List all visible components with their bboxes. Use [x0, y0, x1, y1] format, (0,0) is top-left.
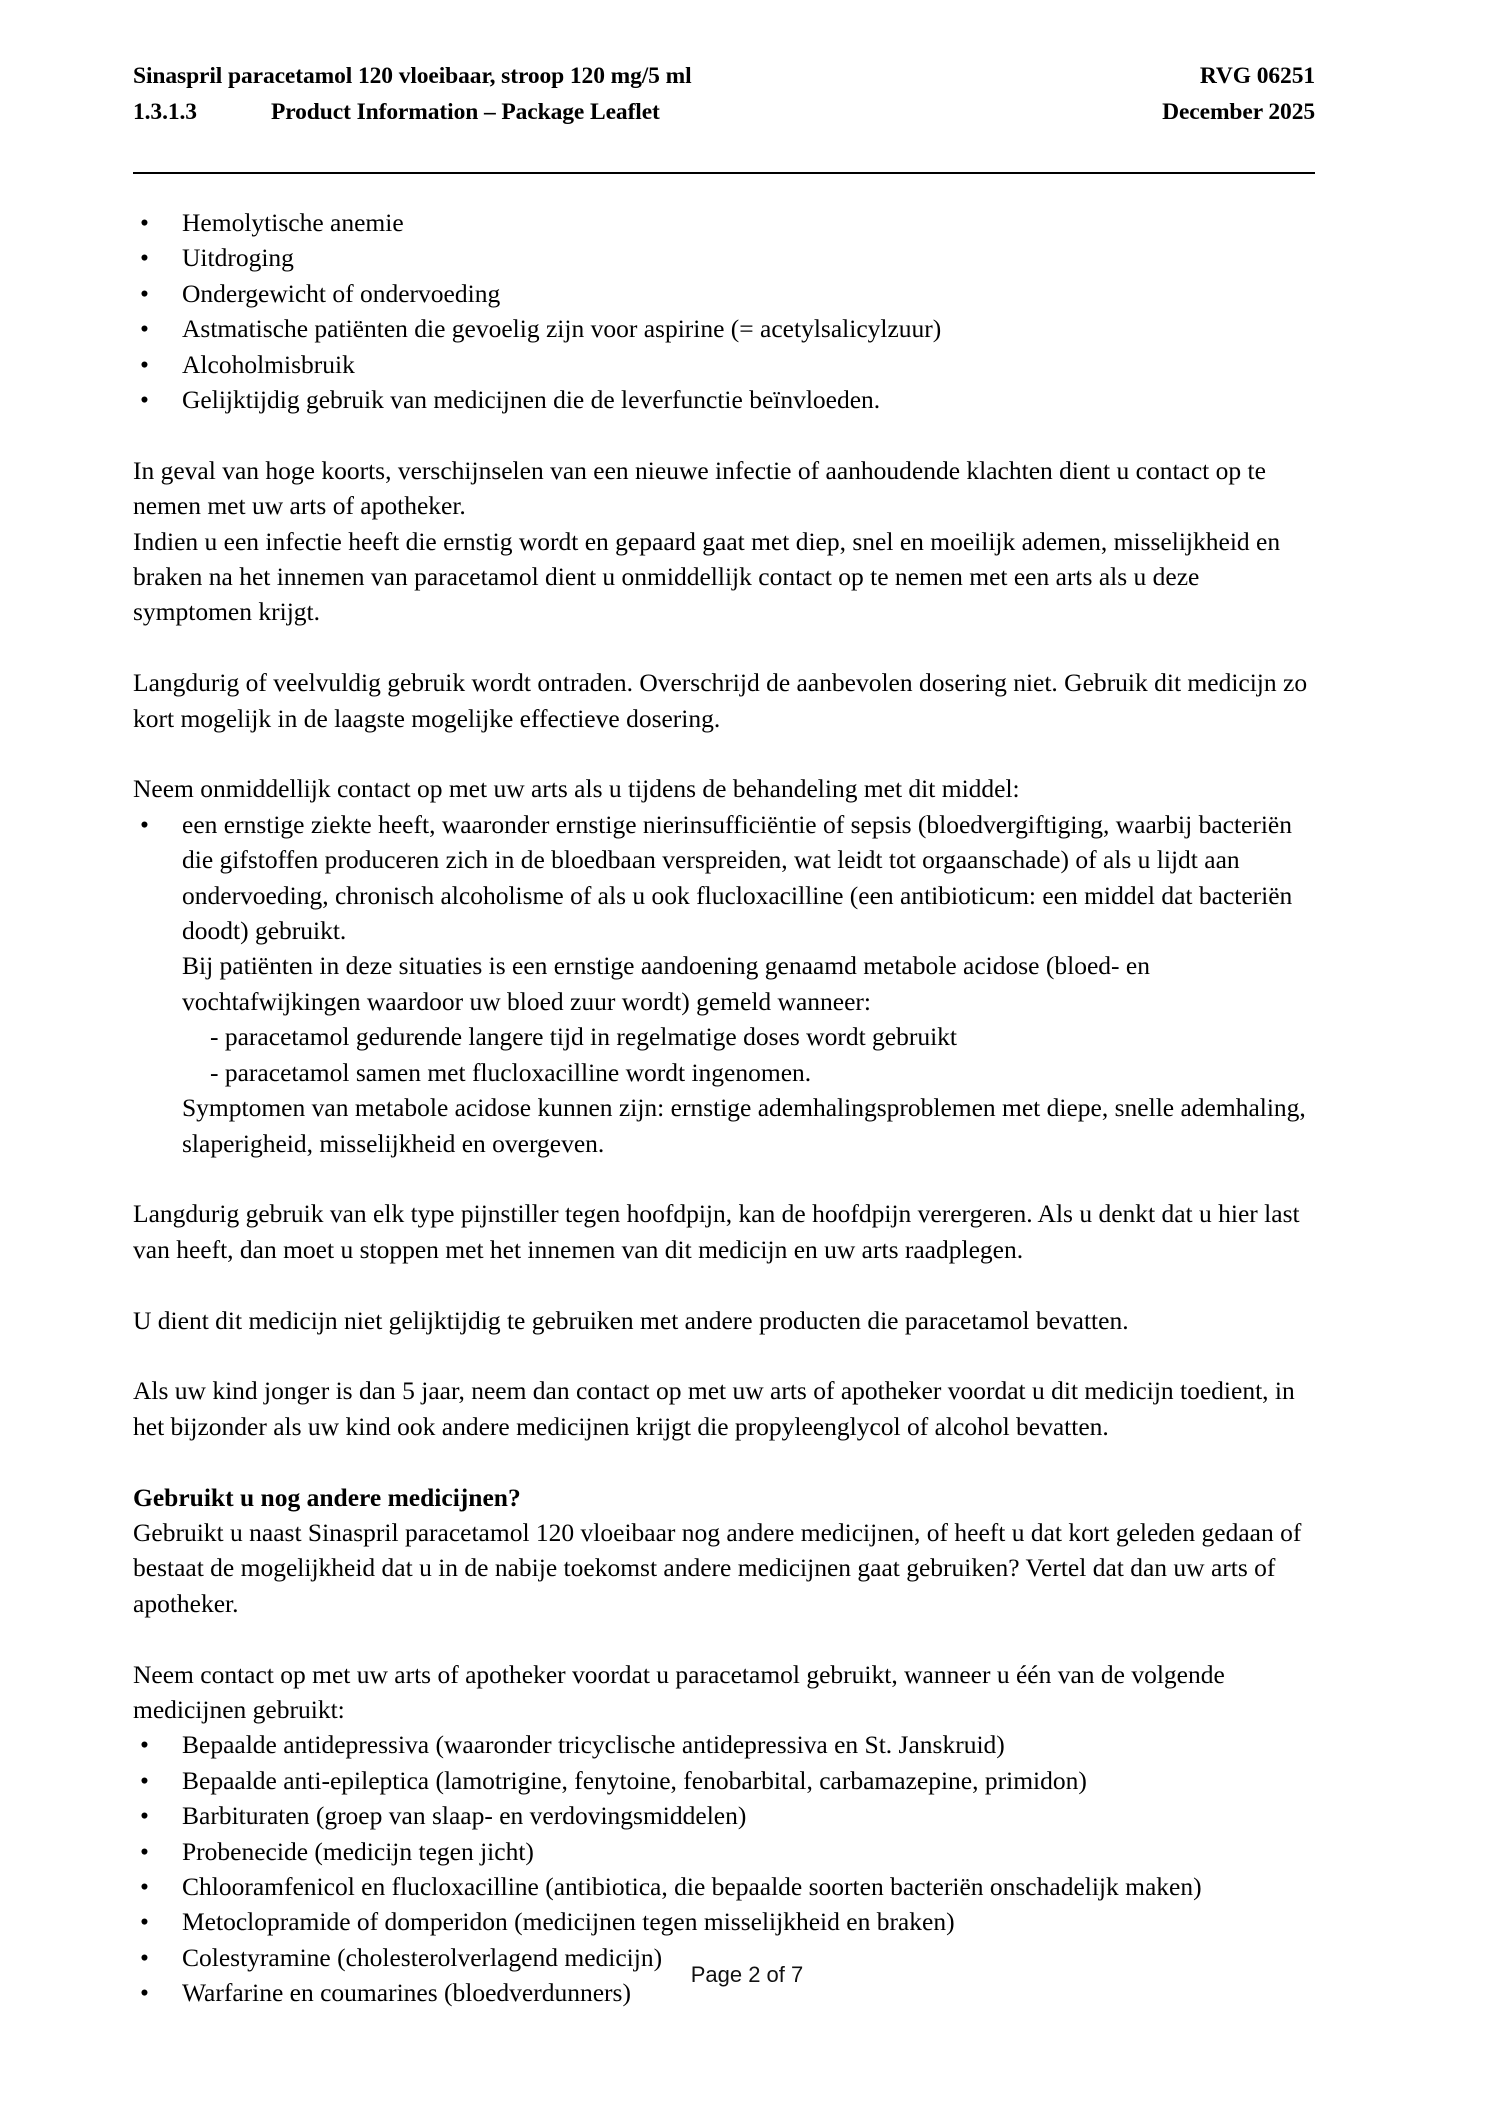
paragraph-child-under-five: Als uw kind jonger is dan 5 jaar, neem dan contact op met uw arts of apotheker voordat u dit medicijn toedient, in het bijzonder als uw kind ook andere medicijnen krijgt die propyleenglycol of alcohol bevatten. [133, 1376, 1295, 1441]
header-line-2 [133, 94, 1315, 130]
paragraph-spacer [133, 1338, 1323, 1373]
list-item-label: Ondergewicht of ondervoeding [182, 278, 501, 308]
list-item [133, 1798, 1323, 1833]
list-item-label: Hemolytische anemie [182, 208, 404, 237]
page-number-label: Page 2 of 7 [690, 1962, 804, 1987]
header-section-group [133, 94, 660, 130]
list-item-label: Bepaalde anti-epileptica (lamotrigine, fenytoine, fenobarbital, carbamazepine, primidon) [182, 1765, 1087, 1795]
page-header [133, 58, 1315, 130]
paragraph-spacer [133, 1161, 1323, 1196]
dash-item-flucloxacillin: - paracetamol samen met flucloxacilline wordt ingenomen. [210, 1057, 812, 1087]
list-item [133, 1869, 1323, 1904]
list-item-label: Colestyramine (cholesterolverlagend medicijn) [182, 1942, 663, 1972]
document-body [133, 205, 1323, 2011]
list-item [133, 1727, 1323, 1762]
paragraph-metabolic-acidosis: Bij patiënten in deze situaties is een ernstige aandoening genaamd metabole acidose (bloed- en vochtafwijkingen waardoor uw bloed zuur wordt) gemeld wanneer: [182, 951, 1150, 1016]
header-divider [133, 172, 1315, 174]
paragraph-spacer [133, 1267, 1323, 1302]
list-item [133, 276, 1323, 311]
header-date: December 2025 [1162, 99, 1315, 125]
list-item [133, 382, 1323, 417]
header-product-title-group [133, 58, 692, 94]
paragraph-spacer [133, 417, 1323, 452]
serious-illness-list [133, 807, 1323, 1161]
list-item-label: Uitdroging [182, 243, 294, 273]
warning-conditions-list [133, 205, 1323, 417]
list-item-label: een ernstige ziekte heeft, waaronder ernstige nierinsufficiëntie of sepsis (bloedvergiftiging, waarbij bacteriën die gifstoffen produceren zich in de bloedbaan verspreiden, wat leidt tot orgaanschade) of als u lijdt aan ondervoeding, chronisch alcoholisme of als u ook flucloxacilline (een antibioticum: een middel dat bacteriën doodt) gebruikt. [182, 809, 1293, 946]
list-item [133, 205, 1323, 240]
list-item-label: Probenecide (medicijn tegen jicht) [182, 1836, 534, 1866]
list-item-label: Alcoholmisbruik [182, 349, 355, 379]
paragraph-other-medicines: Gebruikt u naast Sinaspril paracetamol 120 vloeibaar nog andere medicijnen, of heeft u dat kort geleden gedaan of bestaat de mogelijkheid dat u in de nabije toekomst andere medicijnen gaat gebruiken? Vertel dat dan uw arts of apotheker. [133, 1517, 1302, 1618]
list-item [133, 347, 1323, 382]
header-section-title: Product Information – Package Leaflet [271, 99, 660, 125]
list-item [133, 1763, 1323, 1798]
paragraph-acidosis-symptoms: Symptomen van metabole acidose kunnen zijn: ernstige ademhalingsproblemen met diepe, snelle ademhaling, slaperigheid, misselijkheid en overgeven. [182, 1093, 1306, 1158]
paragraph-spacer [133, 1444, 1323, 1479]
list-item-label: Bepaalde antidepressiva (waaronder tricyclische antidepressiva en St. Janskruid) [182, 1730, 1005, 1760]
header-section-code: 1.3.1.3 [133, 99, 197, 125]
list-item [133, 1904, 1323, 1939]
list-item-label: Warfarine en coumarines (bloedverdunners) [182, 1978, 631, 2008]
section-heading-other-medicines: Gebruikt u nog andere medicijnen? [133, 1482, 521, 1512]
paragraph-spacer [133, 736, 1323, 771]
paragraph-spacer [133, 630, 1323, 665]
paragraph-painkiller-headache: Langdurig gebruik van elk type pijnstiller tegen hoofdpijn, kan de hoofdpijn verergeren. Als u denkt dat u hier last van heeft, dan moet u stoppen met het innemen van dit medicijn en uw arts raadplegen. [133, 1199, 1300, 1264]
page-footer [0, 1962, 1494, 1988]
paragraph-contact-doctor-immediately: Neem onmiddellijk contact op met uw arts als u tijdens de behandeling met dit middel: [133, 774, 1020, 804]
list-item [133, 240, 1323, 275]
dash-item-regular-doses: - paracetamol gedurende langere tijd in regelmatige doses wordt gebruikt [210, 1022, 958, 1052]
list-item-label: Astmatische patiënten die gevoelig zijn voor aspirine (= acetylsalicylzuur) [182, 314, 942, 344]
list-item-label: Chlooramfenicol en flucloxacilline (antibiotica, die bepaalde soorten bacteriën onschadelijk maken) [182, 1871, 1202, 1901]
paragraph-spacer [133, 1621, 1323, 1656]
list-item-label: Gelijktijdig gebruik van medicijnen die de leverfunctie beïnvloeden. [182, 385, 881, 415]
header-line-1 [133, 58, 1315, 94]
list-item-label: Metoclopramide of domperidon (medicijnen tegen misselijkheid en braken) [182, 1907, 955, 1937]
paragraph-no-concurrent-paracetamol: U dient dit medicijn niet gelijktijdig te gebruiken met andere producten die paracetamol bevatten. [133, 1305, 1129, 1335]
paragraph-high-fever: In geval van hoge koorts, verschijnselen van een nieuwe infectie of aanhoudende klachten dient u contact op te nemen met uw arts of apotheker. [133, 455, 1266, 521]
paragraph-contact-before-use: Neem contact op met uw arts of apotheker voordat u paracetamol gebruikt, wanneer u één van de volgende medicijnen gebruikt: [133, 1659, 1225, 1724]
paragraph-serious-infection: Indien u een infectie heeft die ernstig wordt en gepaard gaat met diep, snel en moeilijk ademen, misselijkheid en braken na het innemen van paracetamol dient u onmiddellijk contact op te nemen met een arts als u deze symptomen krijgt. [133, 526, 1281, 627]
paragraph-prolonged-use: Langdurig of veelvuldig gebruik wordt ontraden. Overschrijd de aanbevolen dosering niet. Gebruik dit medicijn zo kort mogelijk in de laagste mogelijke effectieve dosering. [133, 668, 1308, 733]
header-product-title: Sinaspril paracetamol 120 vloeibaar, stroop 120 mg/5 ml [133, 63, 692, 89]
header-rvg-number: RVG 06251 [1199, 63, 1315, 89]
list-item-label: Barbituraten (groep van slaap- en verdovingsmiddelen) [182, 1801, 747, 1831]
list-item [133, 311, 1323, 346]
list-item [133, 1834, 1323, 1869]
list-item [133, 807, 1323, 1161]
